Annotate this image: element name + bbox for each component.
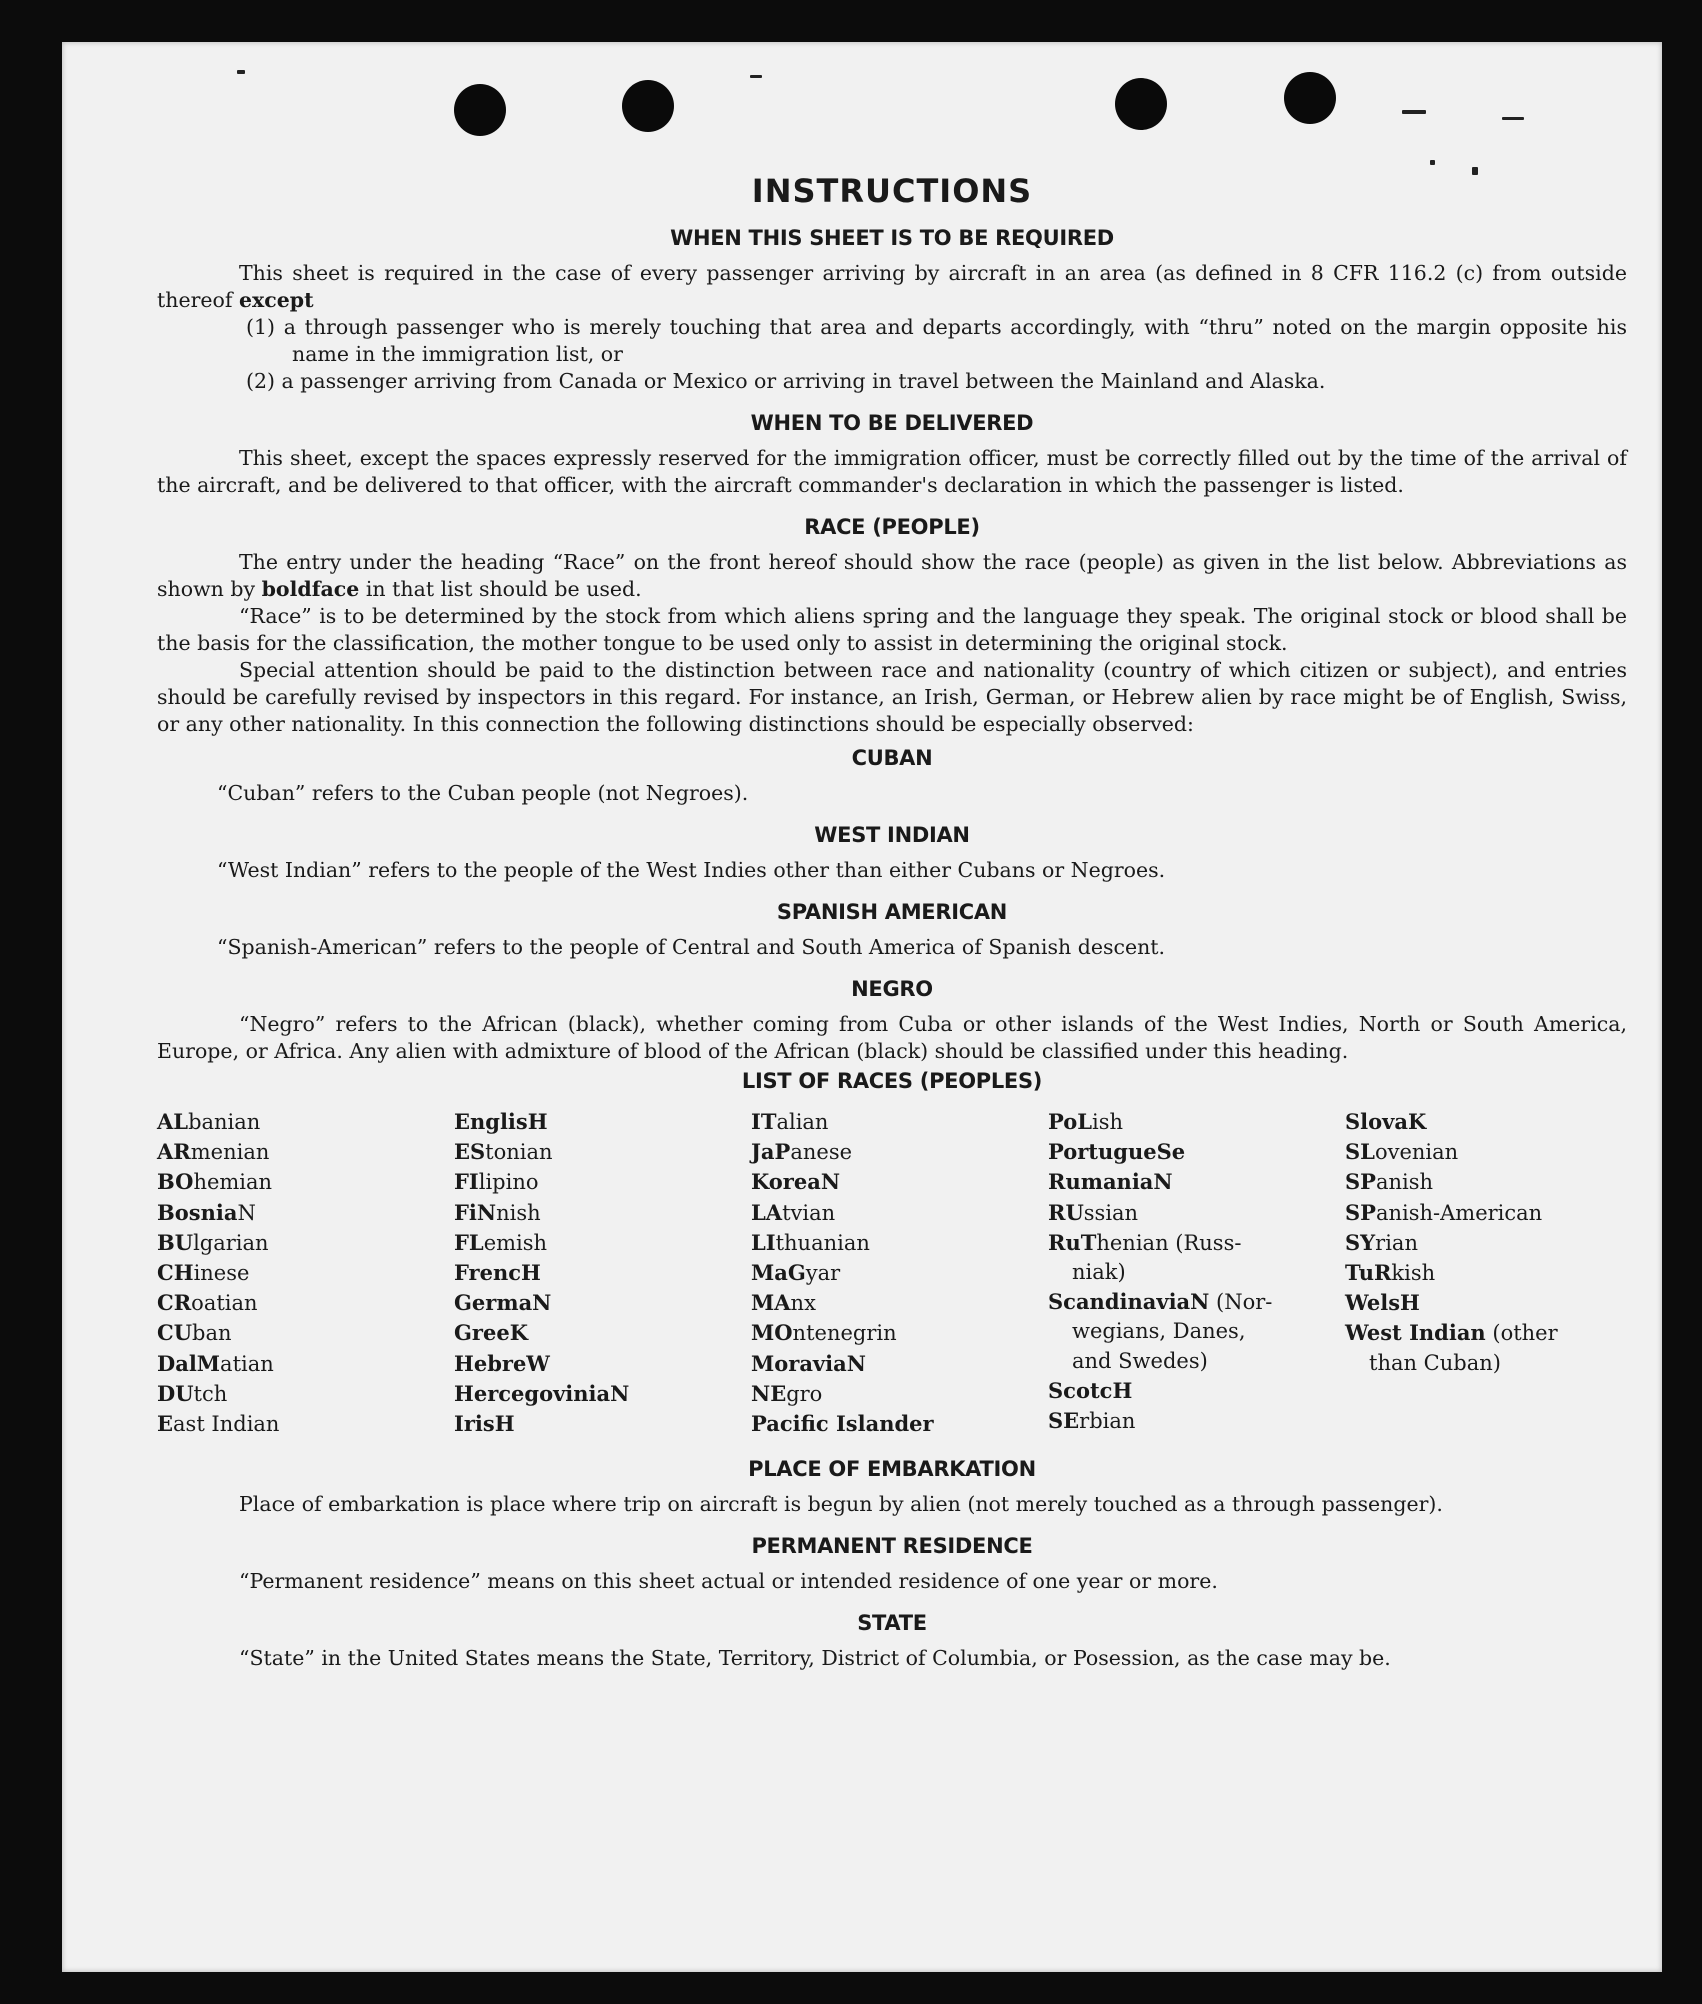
race-entry: FLemish [454, 1229, 548, 1255]
race-entry: MaGyar [751, 1260, 841, 1286]
race-entry: CUban [157, 1320, 232, 1346]
race-entry: CRoatian [157, 1290, 258, 1316]
race-column [1048, 1107, 1330, 1439]
race-entry: SLovenian [1345, 1139, 1459, 1165]
paragraph: “State” in the United States means the State, Territory, District of Columbia, or Posession, as the case may be. [239, 1646, 1391, 1671]
speck [750, 75, 762, 78]
race-entry: HercegoviniaN [454, 1380, 630, 1406]
punch-hole [454, 84, 506, 136]
page-title: INSTRUCTIONS [751, 172, 1033, 210]
race-column [751, 1107, 1033, 1439]
race-entry: TuRkish [1345, 1260, 1436, 1286]
race-entry: ITalian [751, 1109, 829, 1134]
race-entry: NEgro [751, 1380, 823, 1406]
race-entry: ALbanian [157, 1109, 261, 1134]
race-entry: JaPanese [751, 1139, 853, 1165]
race-entry: than Cuban) [1369, 1350, 1501, 1375]
race-entry: SPanish [1345, 1169, 1434, 1195]
race-entry: niak) [1072, 1260, 1126, 1285]
paragraph: Place of embarkation is place where trip on aircraft is begun by alien (not merely touched as a through passenger). [239, 1492, 1443, 1517]
paragraph: This sheet, except the spaces expressly reserved for the immigration officer, must be correctly filled out by the time of the arrival of the aircraft, and be delivered to that officer, with the aircraft commander's declaration in which the passenger is listed. [157, 446, 1627, 497]
race-entry: MOntenegrin [751, 1320, 897, 1346]
punch-hole [1284, 72, 1336, 124]
speck [1430, 160, 1435, 165]
race-entry: BUlgarian [157, 1229, 269, 1255]
section-heading: PERMANENT RESIDENCE [751, 1534, 1033, 1559]
race-entry: WelsH [1345, 1290, 1420, 1316]
section-heading: CUBAN [851, 746, 933, 770]
section-heading: STATE [857, 1611, 927, 1636]
race-entry: EStonian [454, 1139, 553, 1165]
punch-hole [1115, 78, 1167, 130]
race-entry: ScotcH [1048, 1377, 1133, 1403]
race-entry: FrencH [454, 1260, 541, 1286]
paragraph: “Cuban” refers to the Cuban people (not Negroes). [217, 781, 749, 805]
section-heading: WEST INDIAN [814, 823, 970, 847]
race-entry: GreeK [454, 1320, 528, 1346]
paragraph: “Race” is to be determined by the stock from which aliens spring and the language they speak. The original stock or blood shall be the basis for the classification, the mother tongue to be used only to assist in determining the original stock. [157, 604, 1627, 655]
race-entry: GermaN [454, 1290, 552, 1316]
race-entry: SErbian [1048, 1408, 1136, 1434]
section-heading: NEGRO [851, 977, 933, 1001]
paragraph: “West Indian” refers to the people of the West Indies other than either Cubans or Negroes. [217, 858, 1166, 882]
section-heading: LIST OF RACES (PEOPLES) [741, 1069, 1043, 1093]
race-entry: RuThenian (Russ- [1048, 1229, 1242, 1255]
race-entry: KoreaN [751, 1169, 841, 1195]
race-entry: HebreW [454, 1350, 550, 1376]
race-entry: RUssian [1048, 1199, 1139, 1225]
race-entry: SlovaK [1345, 1109, 1427, 1134]
race-entry: ScandinaviaN (Nor- [1048, 1289, 1273, 1315]
section-heading: RACE (PEOPLE) [804, 515, 980, 539]
race-entry: RumaniaN [1048, 1169, 1173, 1195]
race-entry: and Swedes) [1072, 1348, 1208, 1373]
speck [237, 70, 245, 74]
race-entry: CHinese [157, 1260, 250, 1286]
race-entry: BosniaN [157, 1199, 256, 1225]
list-item: (2) a passenger arriving from Canada or Mexico or arriving in travel between the Mainland and Alaska. [246, 369, 1326, 393]
list-item: (1) a through passenger who is merely touching that area and departs accordingly, with “thru” noted on the margin opposite his name in the immigration list, or [246, 315, 1627, 366]
race-column [454, 1107, 736, 1439]
race-entry: LAtvian [751, 1199, 836, 1225]
punch-hole [622, 80, 674, 132]
race-entry: East Indian [157, 1411, 280, 1437]
race-entry: FIlipino [454, 1169, 539, 1195]
race-entry: EnglisH [454, 1109, 548, 1134]
paragraph: “Negro” refers to the African (black), whether coming from Cuba or other islands of the West Indies, North or South America, Europe, or Africa. Any alien with admixture of blood of the African (black) should be classified under this heading. [157, 1012, 1627, 1063]
paragraph: This sheet is required in the case of every passenger arriving by aircraft in an area (as defined in 8 CFR 116.2 (c) from outside thereof except [157, 261, 1627, 312]
race-entry: MoraviaN [751, 1350, 866, 1376]
paragraph: “Spanish-American” refers to the people of Central and South America of Spanish descent. [217, 935, 1166, 959]
paragraph: The entry under the heading “Race” on the front hereof should show the race (people) as given in the list below. Abbreviations as shown by boldface in that list should be used. [157, 550, 1627, 601]
race-entry: SYrian [1345, 1229, 1418, 1255]
section-heading: SPANISH AMERICAN [776, 900, 1008, 924]
race-entry: DUtch [157, 1380, 228, 1406]
paragraph: Special attention should be paid to the distinction between race and nationality (country of which citizen or subject), and entries should be carefully revised by inspectors in this regard. For instance, an Irish, German, or Hebrew alien by race might be of English, Swiss, or any other nationality. In this connection the following distinctions should be especially observed: [157, 658, 1627, 736]
speck [1402, 110, 1426, 114]
race-entry: IrisH [454, 1411, 515, 1437]
section-heading: WHEN THIS SHEET IS TO BE REQUIRED [670, 226, 1114, 250]
race-column [1345, 1107, 1627, 1439]
race-entry: West Indian (other [1345, 1320, 1558, 1346]
race-entry: PoLish [1048, 1109, 1124, 1134]
paragraph: “Permanent residence” means on this sheet actual or intended residence of one year or more. [239, 1569, 1218, 1594]
race-entry: Pacific Islander [751, 1411, 934, 1437]
race-column [157, 1107, 439, 1439]
document-page [62, 42, 1662, 1972]
race-entry: wegians, Danes, [1072, 1319, 1246, 1344]
race-entry: ARmenian [157, 1139, 270, 1165]
document-content [157, 172, 1627, 1672]
race-list [157, 1107, 1627, 1439]
race-entry: SPanish-American [1345, 1199, 1543, 1225]
race-entry: MAnx [751, 1290, 816, 1316]
race-entry: LIthuanian [751, 1229, 870, 1255]
race-entry: PortugueSe [1048, 1139, 1186, 1165]
section-heading: WHEN TO BE DELIVERED [750, 411, 1034, 435]
speck [1502, 117, 1524, 120]
race-entry: FiNnish [454, 1199, 541, 1225]
race-entry: DalMatian [157, 1350, 274, 1376]
section-heading: PLACE OF EMBARKATION [748, 1457, 1036, 1482]
race-entry: BOhemian [157, 1169, 273, 1195]
